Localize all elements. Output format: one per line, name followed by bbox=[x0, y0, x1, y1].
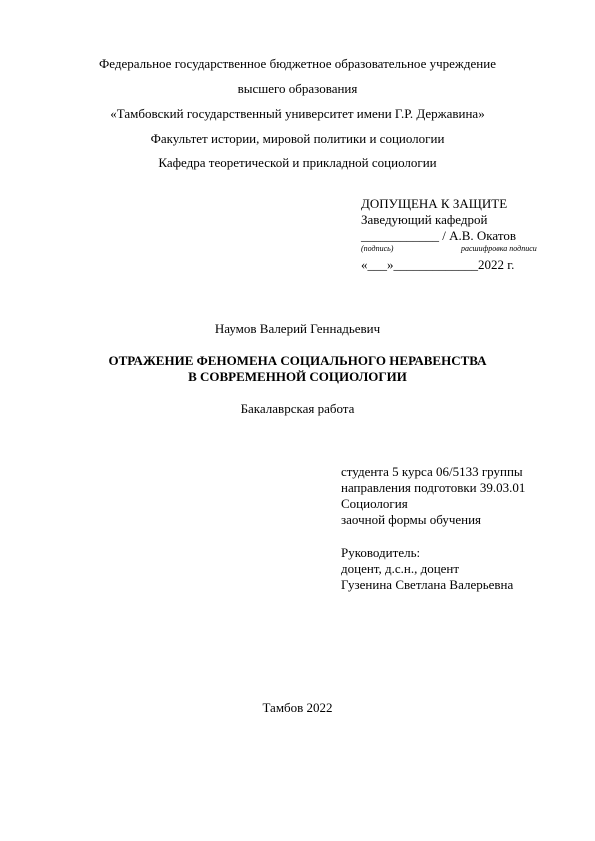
student-course-group: студента 5 курса 06/5133 группы bbox=[341, 464, 523, 479]
approval-signature-line: ____________ / А.В. Окатов bbox=[361, 228, 517, 243]
supervisor-label: Руководитель: bbox=[341, 545, 421, 560]
student-study-form: заочной формы обучения bbox=[341, 512, 482, 527]
signature-caption: (подпись) bbox=[361, 244, 394, 253]
supervisor-name: Гузенина Светлана Валерьевна bbox=[341, 577, 514, 592]
faculty-name: Факультет истории, мировой политики и социологии bbox=[150, 131, 445, 146]
student-direction: направления подготовки 39.03.01 bbox=[341, 480, 526, 495]
approval-date-line: «___»_____________2022 г. bbox=[361, 257, 515, 272]
approval-position: Заведующий кафедрой bbox=[361, 212, 488, 227]
university-name: «Тамбовский государственный университет имени Г.Р. Державина» bbox=[110, 106, 485, 121]
department-name: Кафедра теоретической и прикладной социологии bbox=[158, 155, 437, 170]
work-type: Бакалаврская работа bbox=[240, 401, 355, 416]
city-year: Тамбов 2022 bbox=[262, 700, 333, 715]
decode-caption: расшифровка подписи bbox=[461, 244, 537, 253]
author-name: Наумов Валерий Геннадьевич bbox=[214, 321, 381, 336]
institution-line-2: высшего образования bbox=[237, 81, 358, 96]
institution-line-1: Федеральное государственное бюджетное образовательное учреждение bbox=[99, 56, 496, 71]
thesis-title-line-2: В СОВРЕМЕННОЙ СОЦИОЛОГИИ bbox=[188, 369, 407, 384]
student-specialty: Социология bbox=[341, 496, 408, 511]
thesis-title-line-1: ОТРАЖЕНИЕ ФЕНОМЕНА СОЦИАЛЬНОГО НЕРАВЕНСТВА bbox=[108, 353, 487, 368]
supervisor-degree: доцент, д.с.н., доцент bbox=[341, 561, 460, 576]
approval-title: ДОПУЩЕНА К ЗАЩИТЕ bbox=[361, 196, 508, 211]
